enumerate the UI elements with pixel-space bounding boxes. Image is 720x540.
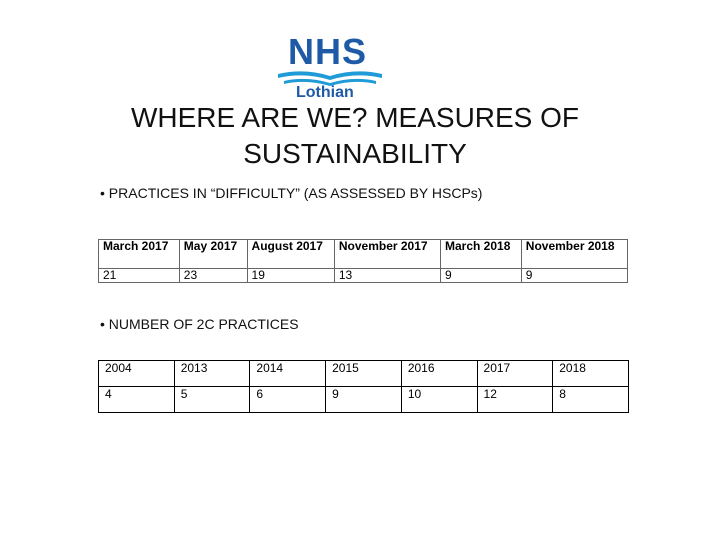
table-cell: 8 bbox=[553, 387, 629, 413]
nhs-lothian-logo bbox=[276, 31, 386, 104]
logo-subtitle: Lothian bbox=[296, 84, 354, 101]
table-cell: 21 bbox=[99, 269, 180, 283]
table-header-cell: 2014 bbox=[250, 361, 326, 387]
logo-brand: NHS bbox=[288, 31, 368, 72]
table-cell: 9 bbox=[326, 387, 402, 413]
practices-difficulty-table bbox=[98, 239, 628, 283]
table-row bbox=[99, 269, 628, 283]
2c-practices-table bbox=[98, 360, 629, 413]
table-cell: 4 bbox=[99, 387, 175, 413]
table-header-row bbox=[99, 240, 628, 269]
table-header-cell: 2017 bbox=[477, 361, 553, 387]
table-cell: 6 bbox=[250, 387, 326, 413]
table-header-cell: November 2017 bbox=[334, 240, 440, 269]
table-cell: 5 bbox=[174, 387, 250, 413]
bullet-practices-difficulty: • PRACTICES IN “DIFFICULTY” (AS ASSESSED BY HSCPs) bbox=[100, 185, 483, 201]
table-header-cell: 2013 bbox=[174, 361, 250, 387]
table-cell: 23 bbox=[179, 269, 247, 283]
table-header-cell: 2018 bbox=[553, 361, 629, 387]
table-cell: 19 bbox=[247, 269, 334, 283]
table-header-cell: 2016 bbox=[401, 361, 477, 387]
slide-title: WHERE ARE WE? MEASURES OF SUSTAINABILITY bbox=[130, 102, 580, 169]
table-cell: 9 bbox=[521, 269, 627, 283]
table-header-cell: August 2017 bbox=[247, 240, 334, 269]
table-header-cell: March 2018 bbox=[441, 240, 522, 269]
table-header-cell: 2015 bbox=[326, 361, 402, 387]
table-header-row bbox=[99, 361, 629, 387]
bullet-2c-practices: • NUMBER OF 2C PRACTICES bbox=[100, 316, 299, 332]
table-cell: 12 bbox=[477, 387, 553, 413]
table-header-cell: May 2017 bbox=[179, 240, 247, 269]
table-cell: 9 bbox=[441, 269, 522, 283]
table-row bbox=[99, 387, 629, 413]
table-header-cell: March 2017 bbox=[99, 240, 180, 269]
table-header-cell: 2004 bbox=[99, 361, 175, 387]
table-cell: 10 bbox=[401, 387, 477, 413]
table-cell: 13 bbox=[334, 269, 440, 283]
table-header-cell: November 2018 bbox=[521, 240, 627, 269]
